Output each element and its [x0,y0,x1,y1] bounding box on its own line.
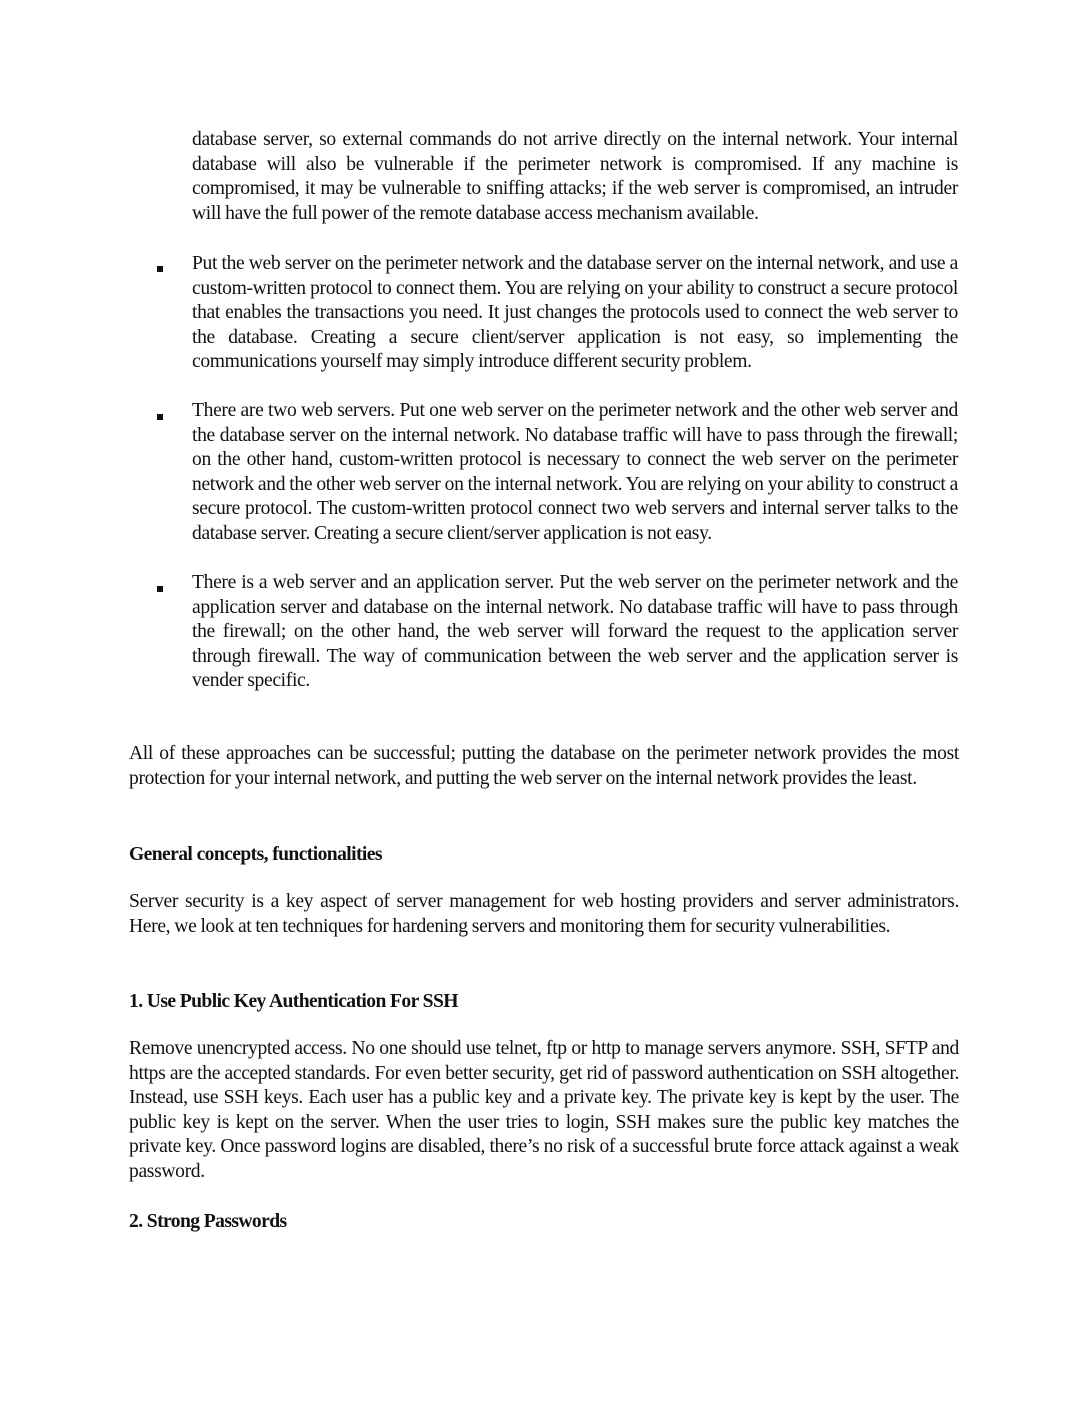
subsection-heading: 1. Use Public Key Authentication For SSH [129,991,458,1012]
continuation-paragraph: database server, so external commands do not arrive directly on the internal network. Your internal database will also be vulnerable if the perimeter network is compromised. If any machine is compromised, it may be vulnerable to sniffing attacks; if the web server is compromised, an intruder will have the full power of the remote database access mechanism available. [192,129,958,224]
bullet-item: There are two web servers. Put one web server on the perimeter network and the other web server and the database server on the internal network. No database traffic will have to pass through the firewall; on the other hand, custom-written protocol is necessary to connect the web server on the perimeter network and the other web server on the internal network. You are relying on your ability to construct a secure protocol. The custom-written protocol connect two web servers and internal server talks to the database server. Creating a secure client/server application is not easy. [192,400,958,544]
bullet-icon [157,414,163,420]
intro-paragraph: Server security is a key aspect of server management for web hosting providers and server administrators. Here, we look at ten techniques for hardening servers and monitoring them for security vulnerabilities. [129,891,959,937]
subsection-heading: 2. Strong Passwords [129,1211,287,1232]
subsection-body: Remove unencrypted access. No one should use telnet, ftp or http to manage servers anymore. SSH, SFTP and https are the accepted standards. For even better security, get rid of password authentication on SSH altogether. Instead, use SSH keys. Each user has a public key and a private key. The private key is kept by the user. The public key is kept on the server. When the user tries to login, SSH makes sure the public key matches the private key. Once password logins are disabled, there’s no risk of a successful brute force attack against a weak password. [129,1038,959,1182]
bullet-icon [157,266,163,272]
bullet-item: Put the web server on the perimeter network and the database server on the internal network, and use a custom-written protocol to connect them. You are relying on your ability to construct a secure protocol that enables the transactions you need. It just changes the protocols used to connect the web server to the database. Creating a secure client/server application is not easy, so implementing the communications yourself may simply introduce different security problem. [192,253,958,373]
section-heading: General concepts, functionalities [129,844,382,865]
bullet-item: There is a web server and an application server. Put the web server on the perimeter network and the application server and database on the internal network. No database traffic will have to pass through the firewall; on the other hand, the web server will forward the request to the application server through firewall. The way of communication between the web server and the application server is vender specific. [192,572,958,692]
bullet-icon [157,586,163,592]
summary-paragraph: All of these approaches can be successful; putting the database on the perimeter network provides the most protection for your internal network, and putting the web server on the internal network provides the least. [129,743,959,789]
